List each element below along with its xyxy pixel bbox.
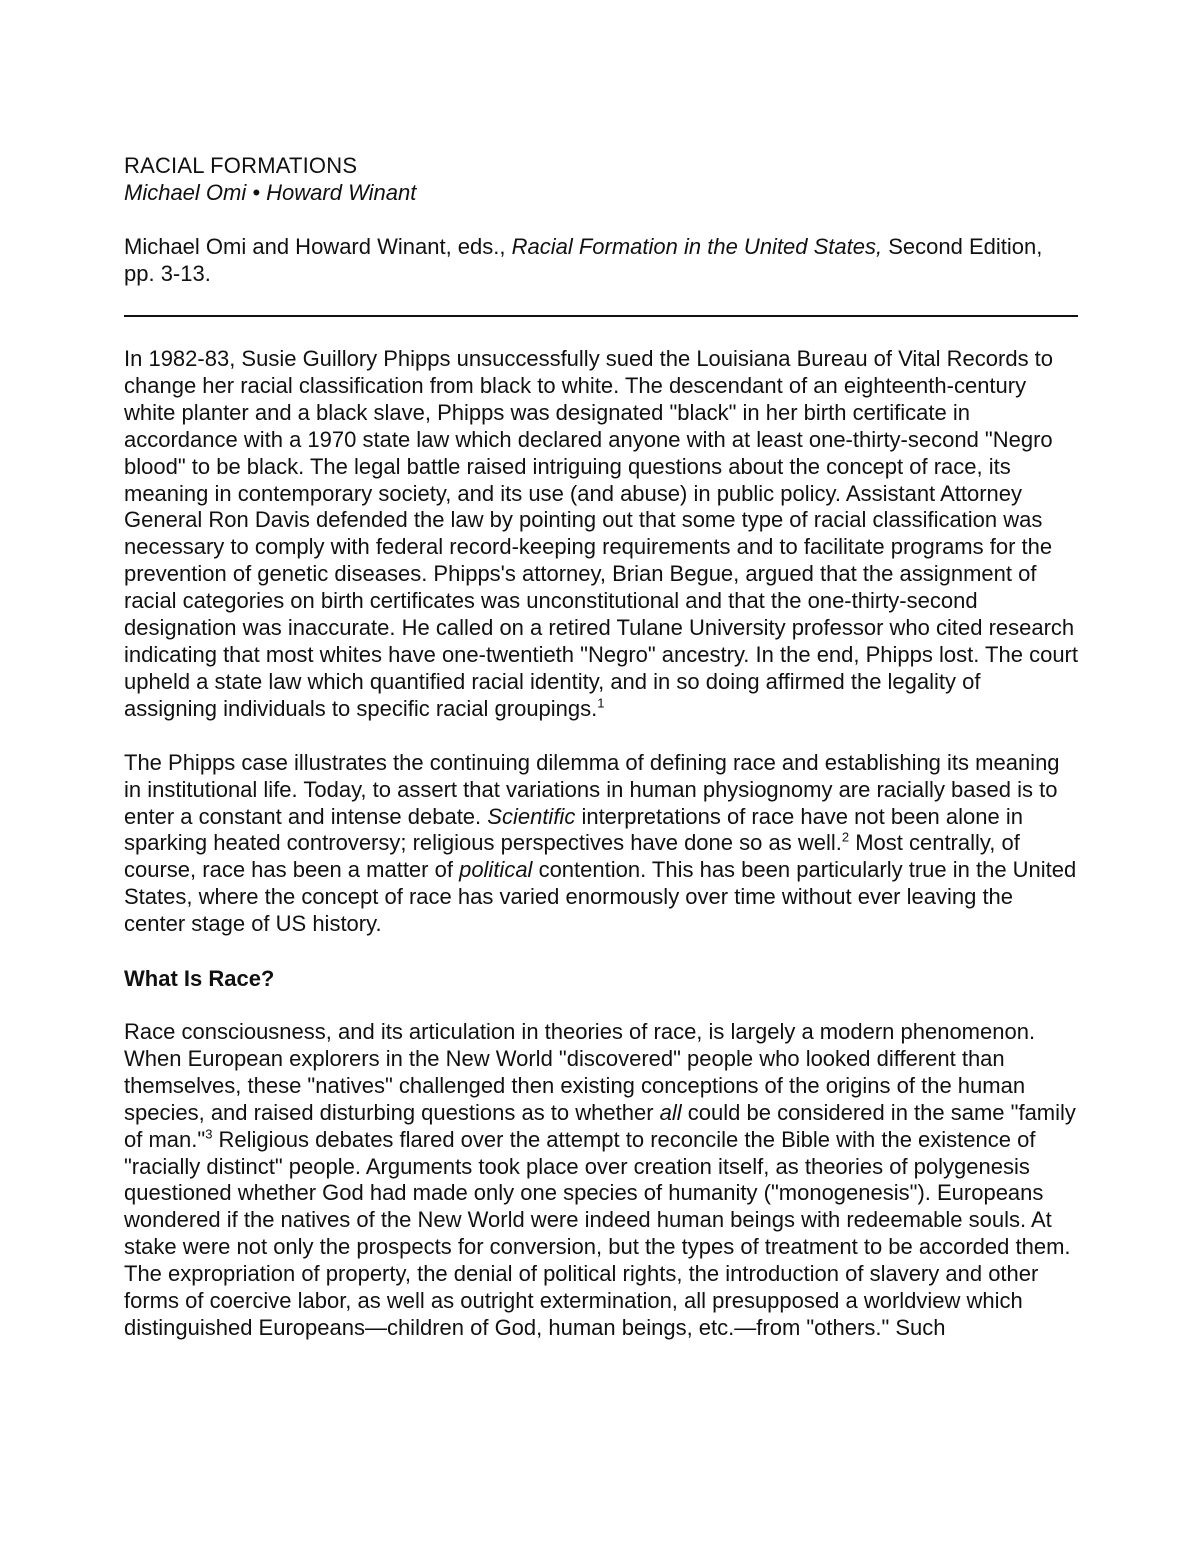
citation-prefix: Michael Omi and Howard Winant, eds., xyxy=(124,234,512,259)
footnote-marker-3: 3 xyxy=(205,1126,213,1142)
paragraph-3-part-3: Religious debates flared over the attempt to reconcile the Bible with the existence of "racially distinct" people. Arguments took place over creation itself, as theories of polygenesis questioned whether God had made only one species of humanity ("monogenesis"). Europeans wondered if the natives of the New World were indeed human beings with redeemable souls. At stake were not only the prospects for conversion, but the types of treatment to be accorded them. The expropriation of property, the denial of political rights, the introduction of slavery and other forms of coercive labor, as well as outright extermination, all presupposed a worldview which distinguished Europeans—children of God, human beings, etc.—from "others." Such xyxy=(124,1126,1071,1340)
section-heading: What Is Race? xyxy=(124,966,275,992)
paragraph-3-emphasis-all: all xyxy=(659,1099,682,1125)
paragraph-2-part-2: interpretations of race have not been alone in sparking heated controversy; religious perspectives have done so as well. xyxy=(124,803,1023,856)
paragraph-2-part-1: The Phipps case illustrates the continuing dilemma of defining race and establishing its meaning in institutional life. Today, to assert that variations in human physiognomy are racially based is to enter a constant and intense debate. xyxy=(124,749,1060,829)
citation-book-title: Racial Formation in the United States, xyxy=(511,234,883,259)
paragraph-1-text: In 1982-83, Susie Guillory Phipps unsuccessfully sued the Louisiana Bureau of Vital Records to change her racial classification from black to white. The descendant of an eighteenth-century white planter and a black slave, Phipps was designated "black" in her birth certificate in accordance with a 1970 state law which declared anyone with at least one-thirty-second "Negro blood" to be black. The legal battle raised intriguing questions about the concept of race, its meaning in contemporary society, and its use (and abuse) in public policy. Assistant Attorney General Ron Davis defended the law by pointing out that some type of racial classification was necessary to comply with federal record-keeping requirements and to facilitate programs for the prevention of genetic diseases. Phipps's attorney, Brian Begue, argued that the assignment of racial categories on birth certificates was unconstitutional and that the one-thirty-second designation was inaccurate. He called on a retired Tulane University professor who cited research indicating that most whites have one-twentieth "Negro" ancestry. In the end, Phipps lost. The court upheld a state law which quantified racial identity, and in so doing affirmed the legality of assigning individuals to specific racial groupings. xyxy=(124,346,1078,721)
document-title: RACIAL FORMATIONS xyxy=(124,153,358,178)
footnote-marker-1: 1 xyxy=(597,695,605,711)
paragraph-race-consciousness xyxy=(124,1019,1078,1342)
footnote-marker-2: 2 xyxy=(841,830,850,846)
paragraph-2-part-3: Most centrally, of course, race has been a matter of xyxy=(124,830,1020,883)
citation-suffix: Second Edition, pp. 3-13. xyxy=(124,234,1043,286)
paragraph-phipps-case xyxy=(124,346,1078,723)
paragraph-2-part-4: contention. This has been particularly true in the United States, where the concept of race has varied enormously over time without ever leaving the center stage of US history. xyxy=(124,857,1077,937)
paragraph-2-emphasis-scientific: Scientific xyxy=(487,803,576,829)
paragraph-dilemma xyxy=(124,750,1078,938)
paragraph-3-part-1: Race consciousness, and its articulation in theories of race, is largely a modern phenomenon. When European explorers in the New World "discovered" people who looked different than themselves, these "natives" challenged then existing conceptions of the origins of the human species, and raised disturbing questions as to whether xyxy=(124,1019,1036,1125)
paragraph-2-emphasis-political: political xyxy=(459,857,533,883)
source-citation xyxy=(124,233,1078,287)
document-authors: Michael Omi • Howard Winant xyxy=(124,180,417,205)
document-page xyxy=(124,152,1078,1342)
horizontal-divider xyxy=(124,315,1078,317)
paragraph-3-part-2: could be considered in the same "family of man." xyxy=(124,1099,1076,1152)
